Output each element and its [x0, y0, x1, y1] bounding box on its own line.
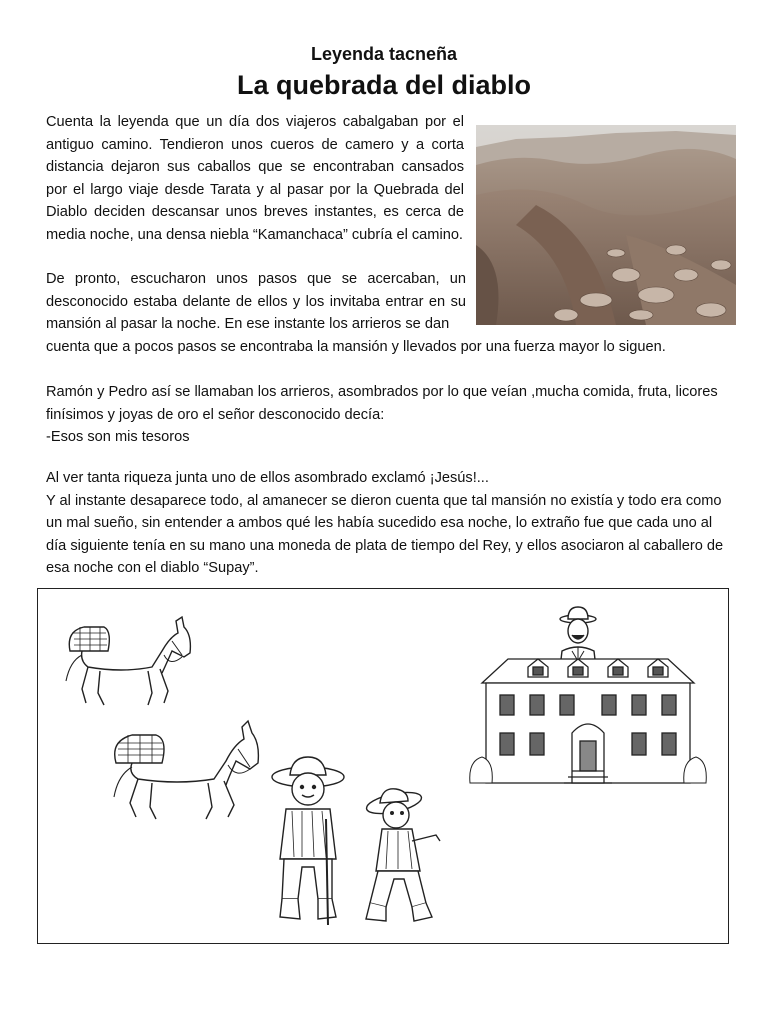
- story-paragraph-3-part-b: -Esos son mis tesoros: [46, 429, 190, 446]
- story-paragraph-4-part-b: Y al instante desaparece todo, al amanecer se dieron cuenta que tal mansión no existía y todo era como un mal sueño, sin entender a ambos qué les había sucedido esa noche, lo extraño fue que cada uno al día siguiente tenía en su mano una moneda de plata de tiempo del Rey, y ellos asociaron al caballero de esa noche con el diablo “Supay”.: [46, 492, 724, 577]
- page-title: La quebrada del diablo: [236, 70, 532, 100]
- donkey-drawing: [52, 611, 202, 711]
- story-paragraph-3-part-a: Ramón y Pedro así se llamaban los arrieros, asombrados por lo que veían ,mucha comida, fruta, licores finísimos y joyas de oro el señor desconocido decía:: [46, 384, 718, 423]
- story-paragraph-2-part-a: De pronto, escucharon unos pasos que se acercaban, un desconocido estaba delante de ellos y los invitaba entrar en su mansión al pasar la noche. En ese instante los arrieros se dan: [46, 271, 466, 333]
- donkey-drawing: [104, 717, 274, 827]
- story-paragraph-2-part-b: cuenta que a pocos pasos se encontraba la mansión y llevados por una fuerza mayor lo siguen.: [46, 338, 666, 355]
- story-paragraph-2: [46, 268, 666, 358]
- mansion-drawing: [468, 649, 708, 789]
- legend-subtitle: Leyenda tacneña: [310, 44, 458, 64]
- boy-drawing: [262, 749, 352, 929]
- story-paragraph-1: Cuenta la leyenda que un día dos viajeros cabalgaban por el antiguo camino. Tendieron unos cueros de camero y a corta distancia dejaron sus caballos que se encontraban cansados por el largo viaje desde Tarata y al pasar por la Quebrada del Diablo deciden descansar unos breves instantes, es cerca de media noche, una densa niebla “Kamanchaca” cubría el camino.: [46, 114, 464, 243]
- story-paragraph-4-part-a: Al ver tanta riqueza junta uno de ellos asombrado exclamó ¡Jesús!...: [46, 470, 489, 486]
- boy-drawing: [360, 785, 450, 935]
- story-paragraph-4: [46, 467, 734, 580]
- story-paragraph-3: [46, 381, 726, 449]
- desert-ravine-photo: [476, 125, 736, 325]
- illustration-frame: [37, 588, 729, 944]
